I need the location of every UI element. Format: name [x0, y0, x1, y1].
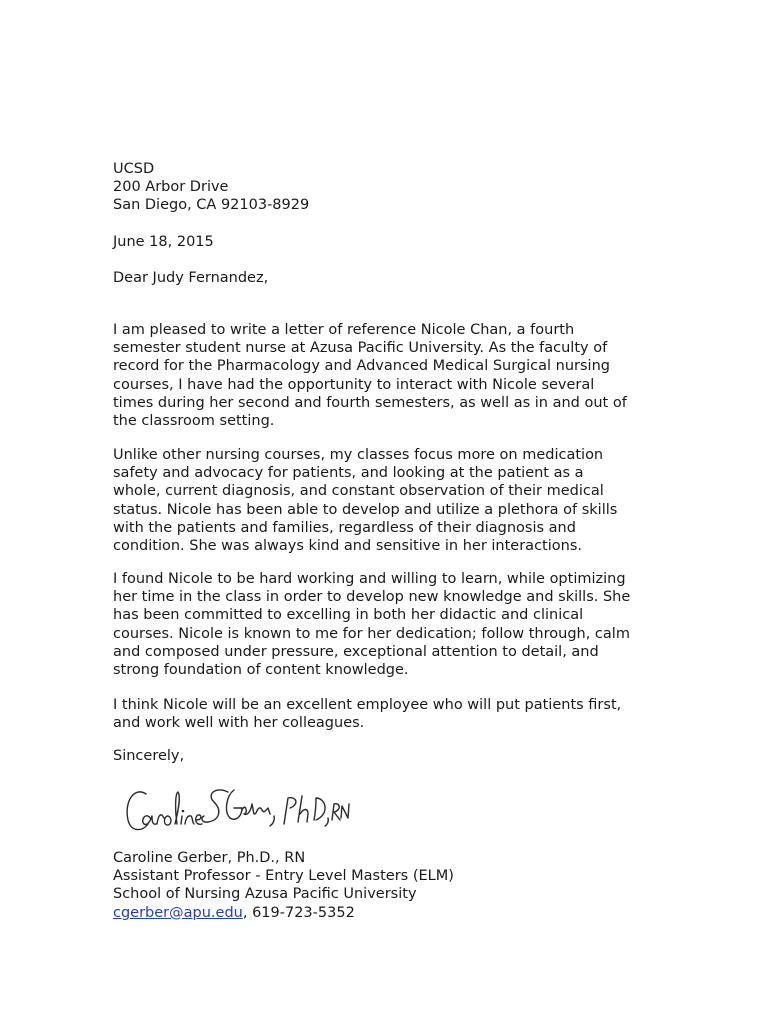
paragraph-line: the classroom setting.	[113, 413, 275, 430]
phone-text: , 619-723-5352	[242, 904, 355, 921]
paragraph-line: strong foundation of content knowledge.	[113, 662, 409, 679]
paragraph-line: courses, I have had the opportunity to interact with Nicole several	[113, 376, 595, 393]
closing-text: Sincerely,	[113, 748, 185, 764]
paragraph-line: whole, current diagnosis, and constant observation of their medical	[113, 483, 604, 500]
email-link[interactable]: cgerber@apu.edu	[113, 904, 243, 921]
signer-info	[113, 849, 673, 922]
paragraph-line: I think Nicole will be an excellent employee who will put patients first,	[113, 697, 622, 713]
paragraph-line: status. Nicole has been able to develop and utilize a plethora of skills	[113, 501, 618, 518]
paragraph-line: Unlike other nursing courses, my classes focus more on medication	[113, 447, 604, 463]
paragraph-line: I found Nicole to be hard working and willing to learn, while optimizing	[113, 571, 626, 587]
signer-contact	[113, 904, 673, 922]
signer-organization: School of Nursing Azusa Pacific University	[113, 886, 417, 903]
paragraph-line: record for the Pharmacology and Advanced Medical Surgical nursing	[113, 358, 610, 375]
paragraph-line: and composed under pressure, exceptional attention to detail, and	[113, 643, 599, 660]
salutation	[113, 269, 673, 287]
date-text: June 18, 2015	[113, 234, 214, 250]
handwritten-signature	[120, 780, 350, 842]
paragraph-line: condition. She was always kind and sensitive in her interactions.	[113, 538, 582, 555]
paragraph-line: courses. Nicole is known to me for her dedication; follow through, calm	[113, 625, 630, 642]
recipient-address	[113, 160, 673, 215]
letter-date	[113, 233, 673, 251]
body-paragraph-2	[113, 446, 673, 555]
address-line: San Diego, CA 92103-8929	[113, 197, 310, 214]
address-line: UCSD	[113, 161, 155, 177]
signer-title: Assistant Professor - Entry Level Masters (ELM)	[113, 868, 454, 885]
paragraph-line: semester student nurse at Azusa Pacific University. As the faculty of	[113, 340, 608, 357]
address-line: 200 Arbor Drive	[113, 179, 229, 196]
body-paragraph-4	[113, 696, 673, 732]
signer-name: Caroline Gerber, Ph.D., RN	[113, 850, 306, 866]
paragraph-line: times during her second and fourth semesters, as well as in and out of	[113, 394, 627, 411]
body-paragraph-1	[113, 321, 673, 430]
paragraph-line: has been committed to excelling in both her didactic and clinical	[113, 607, 584, 624]
signature-image	[120, 780, 350, 842]
paragraph-line: I am pleased to write a letter of reference Nicole Chan, a fourth	[113, 322, 575, 338]
paragraph-line: safety and advocacy for patients, and looking at the patient as a	[113, 465, 584, 482]
closing	[113, 747, 673, 765]
paragraph-line: with the patients and families, regardless of their diagnosis and	[113, 519, 576, 536]
salutation-text: Dear Judy Fernandez,	[113, 270, 269, 286]
paragraph-line: and work well with her colleagues.	[113, 715, 365, 732]
body-paragraph-3	[113, 570, 673, 679]
paragraph-line: her time in the class in order to develop new knowledge and skills. She	[113, 589, 631, 606]
